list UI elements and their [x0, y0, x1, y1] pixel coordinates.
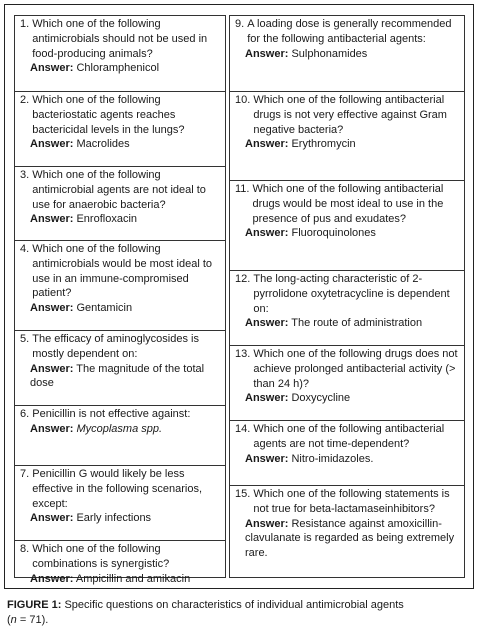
question-text: Which one of the following bacteriostatic agents reaches bactericidal levels in the lungs? [32, 94, 185, 136]
question-number: 14. [235, 423, 251, 435]
answer-text: Resistance against amoxicillin-clavulanate is regarded as being extremely rare. [245, 517, 455, 560]
answer-label: Answer: [30, 213, 74, 226]
question-block [15, 91, 225, 166]
question-text: Penicillin G would likely be less effective in the following scenarios, except: [32, 468, 203, 510]
question-text: A loading dose is generally recommended for the following antibacterial agents: [247, 18, 452, 45]
question-block [230, 420, 464, 485]
answer-text: Chloramphenicol [76, 62, 160, 75]
question-number: 7. [20, 468, 30, 480]
question-text: Which one of the following combinations is synergistic? [32, 543, 170, 570]
question-number: 15. [235, 488, 251, 500]
question-text: The long-acting characteristic of 2-pyrrolidone oxytetracycline is dependent on: [253, 273, 450, 315]
question-text: Which one of the following antimicrobial agents are not ideal to use for anaerobic bacteria? [32, 169, 206, 211]
answer-line [235, 391, 460, 406]
answer-line [20, 422, 221, 437]
answer-line [20, 212, 221, 227]
question-block [15, 465, 225, 540]
question-block [230, 270, 464, 345]
question-number: 3. [20, 169, 30, 181]
question-number: 2. [20, 94, 30, 106]
question-number: 10. [235, 94, 251, 106]
caption-n-variable: n [10, 614, 17, 626]
question-block [15, 405, 225, 465]
right-question-column [229, 15, 465, 578]
answer-label: Answer: [30, 422, 74, 435]
question-block [230, 485, 464, 589]
caption-text: Specific questions on characteristics of individual antimicrobial agents [64, 599, 404, 611]
answer-text: Mycoplasma spp. [76, 422, 163, 435]
question-block [15, 166, 225, 240]
answer-text: Erythromycin [291, 138, 356, 151]
answer-text: Macrolides [76, 138, 130, 151]
answer-line [235, 452, 460, 467]
question-block [230, 180, 464, 270]
answer-line [20, 362, 221, 392]
answer-label: Answer: [245, 392, 289, 405]
question-text: Which one of the following antibacterial drugs would be most ideal to use in the presence of pus and exudates? [252, 183, 444, 225]
answer-text: Sulphonamides [291, 47, 368, 60]
question-block [230, 16, 464, 91]
question-block [230, 91, 464, 180]
question-number: 1. [20, 18, 30, 30]
question-text: Penicillin is not effective against: [32, 408, 191, 420]
left-question-column [14, 15, 226, 585]
question-text: Which one of the following antibacterial drugs is not very effective against Gram negative bacteria? [253, 94, 447, 136]
answer-label: Answer: [30, 62, 74, 75]
answer-line [235, 316, 460, 331]
answer-label: Answer: [245, 47, 289, 60]
caption-n-prefix: ( [7, 614, 11, 626]
question-number: 13. [235, 348, 251, 360]
caption-n-value: = 71). [16, 614, 49, 626]
question-block [15, 540, 225, 589]
question-number: 12. [235, 273, 251, 285]
answer-label: Answer: [30, 572, 74, 585]
question-text: The efficacy of aminoglycosides is mostly dependent on: [32, 333, 199, 360]
answer-line [235, 137, 460, 152]
answer-label: Answer: [245, 227, 289, 240]
answer-label: Answer: [30, 362, 74, 375]
answer-text: Enrofloxacin [76, 213, 138, 226]
answer-label: Answer: [245, 317, 289, 330]
answer-label: Answer: [30, 512, 74, 525]
answer-line [235, 517, 460, 561]
figure-caption [7, 598, 475, 628]
answer-label: Answer: [245, 517, 289, 530]
question-block [230, 345, 464, 420]
question-text: Which one of the following statements is not true for beta-lactamaseinhibitors? [253, 488, 450, 515]
answer-text: Gentamicin [76, 302, 133, 315]
question-block [15, 16, 225, 91]
answer-text: Fluoroquinolones [291, 227, 376, 240]
answer-text: Doxycycline [291, 392, 351, 405]
answer-label: Answer: [30, 138, 74, 151]
answer-text: Early infections [76, 512, 152, 525]
answer-text: Ampicillin and amikacin [75, 572, 191, 585]
answer-line [20, 511, 221, 526]
question-text: Which one of the following antimicrobials should not be used in food-producing animals? [32, 18, 208, 60]
answer-line [235, 226, 460, 241]
question-text: Which one of the following drugs does not achieve prolonged antibacterial activity (> than 24 h)? [253, 348, 458, 390]
answer-text: The magnitude of the total dose [30, 362, 205, 390]
question-block [15, 240, 225, 330]
question-number: 11. [235, 183, 250, 195]
question-text: Which one of the following antimicrobials would be most ideal to use in an immune-compromised patient? [32, 243, 213, 300]
question-text: Which one of the following antibacterial agents are not time-dependent? [253, 423, 445, 450]
answer-label: Answer: [245, 138, 289, 151]
question-block [15, 330, 225, 405]
answer-text: The route of administration [291, 317, 423, 330]
answer-line [20, 137, 221, 152]
question-number: 9. [235, 18, 245, 30]
answer-line [235, 47, 460, 62]
answer-label: Answer: [30, 302, 74, 315]
question-number: 5. [20, 333, 30, 345]
answer-line [20, 572, 221, 587]
answer-text: Nitro-imidazoles. [291, 452, 374, 465]
figure-label: FIGURE 1: [7, 599, 62, 611]
answer-line [20, 301, 221, 316]
question-number: 4. [20, 243, 30, 255]
figure-frame [4, 4, 474, 589]
question-number: 6. [20, 408, 30, 420]
answer-label: Answer: [245, 452, 289, 465]
answer-line [20, 61, 221, 76]
question-number: 8. [20, 543, 30, 555]
